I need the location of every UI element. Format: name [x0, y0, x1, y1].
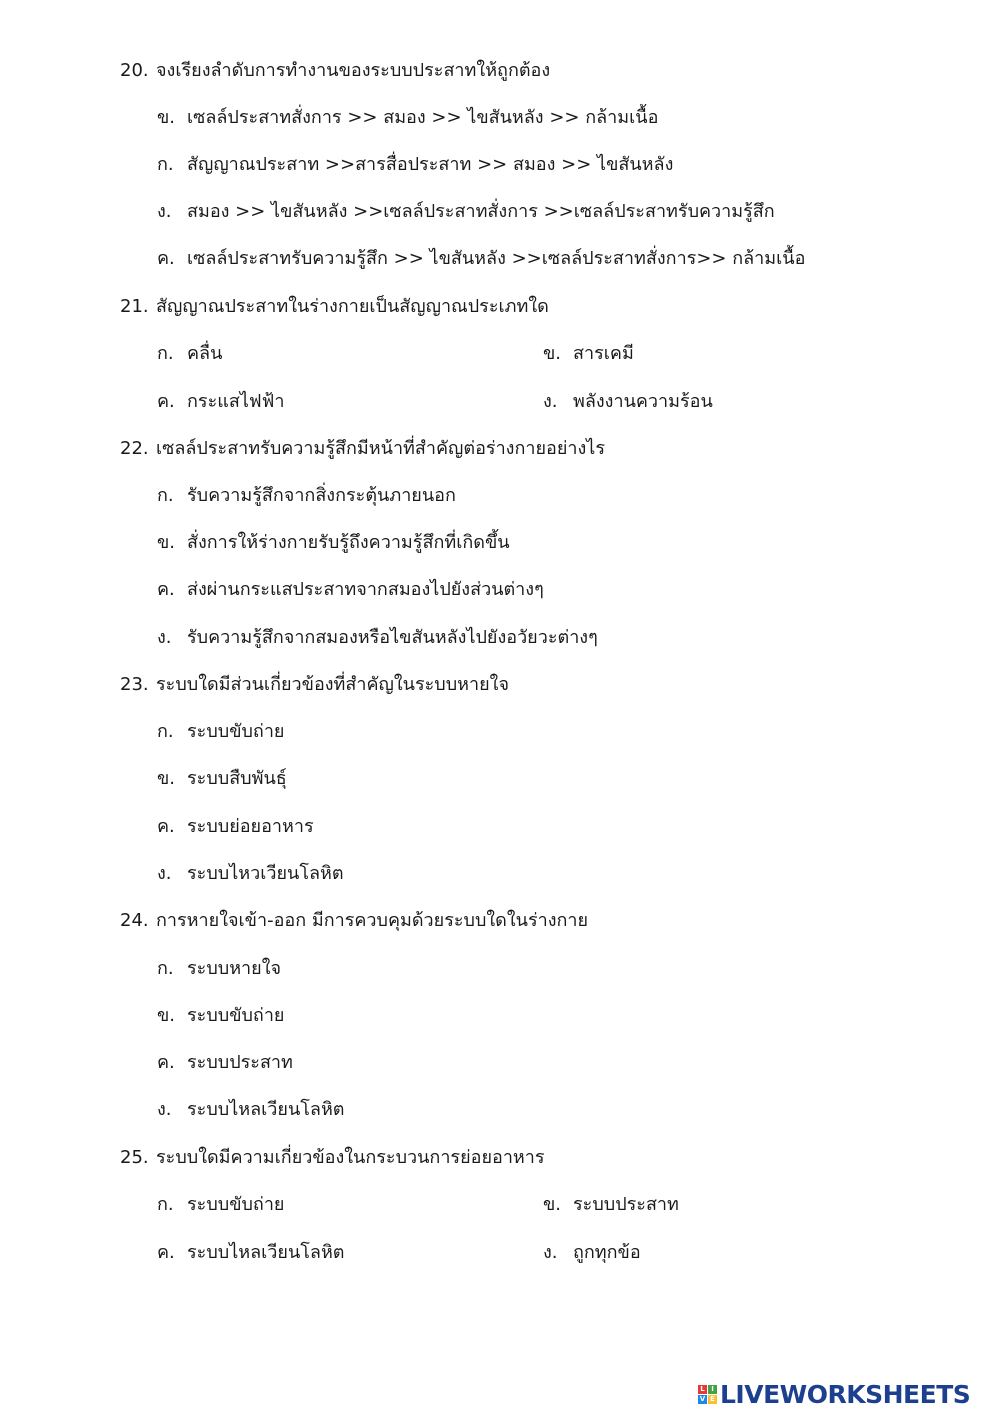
question-text: การหายใจเข้า-ออก มีการควบคุมด้วยระบบใดในร่างกาย: [156, 910, 589, 931]
option-text: ระบบขับถ่าย: [187, 1194, 285, 1215]
option-letter: ก.: [157, 721, 174, 742]
option-22-1[interactable]: [157, 484, 456, 508]
option-text: เซลล์ประสาทสั่งการ >> สมอง >> ไขสันหลัง >> กล้ามเนื้อ: [187, 107, 659, 128]
option-letter: ข.: [543, 1194, 562, 1215]
option-22-2[interactable]: [157, 531, 510, 555]
option-25-4[interactable]: [543, 1241, 641, 1265]
option-letter: ค.: [157, 1052, 175, 1073]
option-letter: ง.: [543, 1242, 558, 1263]
option-22-3[interactable]: [157, 578, 544, 602]
option-text: พลังงานความร้อน: [573, 391, 713, 412]
option-20-1[interactable]: [157, 106, 658, 130]
question-number: 25.: [120, 1147, 149, 1168]
option-text: เซลล์ประสาทรับความรู้สึก >> ไขสันหลัง >>เซลล์ประสาทสั่งการ>> กล้ามเนื้อ: [187, 248, 806, 269]
question-21: [120, 295, 549, 319]
option-text: ระบบหายใจ: [187, 958, 282, 979]
option-letter: ค.: [157, 248, 175, 269]
option-letter: ข.: [157, 107, 176, 128]
question-text: สัญญาณประสาทในร่างกายเป็นสัญญาณประเภทใด: [156, 296, 549, 317]
option-letter: ง.: [543, 391, 558, 412]
option-23-1[interactable]: [157, 720, 284, 744]
option-20-3[interactable]: [157, 200, 775, 224]
logo-mark-v: V: [699, 1394, 706, 1403]
option-text: รับความรู้สึกจากสิ่งกระตุ้นภายนอก: [187, 485, 456, 506]
option-text: ระบบประสาท: [573, 1194, 679, 1215]
question-number: 21.: [120, 296, 149, 317]
option-21-1[interactable]: [157, 342, 222, 366]
option-text: คลื่น: [187, 343, 223, 364]
option-text: รับความรู้สึกจากสมองหรือไขสันหลังไปยังอวัยวะต่างๆ: [187, 627, 598, 648]
option-text: กระแสไฟฟ้า: [187, 391, 285, 412]
option-20-4[interactable]: [157, 247, 805, 271]
option-text: ระบบไหลเวียนโลหิต: [187, 1099, 345, 1120]
question-text: ระบบใดมีส่วนเกี่ยวข้องที่สำคัญในระบบหายใจ: [156, 674, 510, 695]
logo-mark-i: I: [708, 1385, 717, 1394]
option-letter: ค.: [157, 391, 175, 412]
question-text: เซลล์ประสาทรับความรู้สึกมีหน้าที่สำคัญต่อร่างกายอย่างไร: [156, 438, 605, 459]
option-text: สั่งการให้ร่างกายรับรู้ถึงความรู้สึกที่เกิดขึ้น: [187, 532, 510, 553]
option-letter: ก.: [157, 958, 174, 979]
question-number: 23.: [120, 674, 149, 695]
option-letter: ก.: [157, 1194, 174, 1215]
option-text: ระบบขับถ่าย: [187, 1005, 285, 1026]
option-20-2[interactable]: [157, 153, 673, 177]
question-number: 24.: [120, 910, 149, 931]
option-24-2[interactable]: [157, 1004, 284, 1028]
option-letter: ข.: [157, 1005, 176, 1026]
option-24-3[interactable]: [157, 1051, 293, 1075]
option-text: สารเคมี: [573, 343, 634, 364]
option-text: ระบบย่อยอาหาร: [187, 816, 314, 837]
option-25-1[interactable]: [157, 1193, 284, 1217]
option-letter: ก.: [157, 343, 174, 364]
question-text: จงเรียงลำดับการทำงานของระบบประสาทให้ถูกต้อง: [156, 60, 551, 81]
logo-mark-l: L: [698, 1385, 707, 1394]
option-22-4[interactable]: [157, 626, 598, 650]
logo-text: LIVEWORKSHEETS: [720, 1379, 971, 1409]
question-number: 20.: [120, 60, 149, 81]
option-text: ระบบสืบพันธุ์: [187, 768, 287, 789]
question-24: [120, 909, 588, 933]
option-text: สัญญาณประสาท >>สารสื่อประสาท >> สมอง >> ไขสันหลัง: [187, 154, 674, 175]
option-letter: ค.: [157, 1242, 175, 1263]
option-letter: ค.: [157, 579, 175, 600]
option-text: สมอง >> ไขสันหลัง >>เซลล์ประสาทสั่งการ >>เซลล์ประสาทรับความรู้สึก: [187, 201, 775, 222]
option-letter: ก.: [157, 154, 174, 175]
option-letter: ง.: [157, 627, 172, 648]
logo-mark-e: E: [708, 1395, 717, 1404]
question-text: ระบบใดมีความเกี่ยวข้องในกระบวนการย่อยอาหาร: [156, 1147, 545, 1168]
option-23-3[interactable]: [157, 815, 314, 839]
option-23-4[interactable]: [157, 862, 344, 886]
option-letter: ข.: [157, 768, 176, 789]
option-24-4[interactable]: [157, 1098, 345, 1122]
option-25-3[interactable]: [157, 1241, 345, 1265]
option-25-2[interactable]: [543, 1193, 679, 1217]
option-21-4[interactable]: [543, 390, 713, 414]
option-letter: ง.: [157, 1099, 172, 1120]
option-21-3[interactable]: [157, 390, 284, 414]
liveworksheets-logo[interactable]: [698, 1378, 970, 1410]
option-letter: ง.: [157, 201, 172, 222]
option-text: ระบบไหลเวียนโลหิต: [187, 1242, 345, 1263]
option-text: ถูกทุกข้อ: [573, 1242, 641, 1263]
option-23-2[interactable]: [157, 767, 287, 791]
question-23: [120, 673, 509, 697]
option-letter: ง.: [157, 863, 172, 884]
question-22: [120, 437, 605, 461]
option-letter: ค.: [157, 816, 175, 837]
option-letter: ก.: [157, 485, 174, 506]
option-text: ระบบขับถ่าย: [187, 721, 285, 742]
option-text: ระบบไหวเวียนโลหิต: [187, 863, 344, 884]
option-21-2[interactable]: [543, 342, 634, 366]
option-text: ระบบประสาท: [187, 1052, 293, 1073]
logo-mark-icon: [698, 1385, 717, 1404]
option-text: ส่งผ่านกระแสประสาทจากสมองไปยังส่วนต่างๆ: [187, 579, 544, 600]
question-number: 22.: [120, 438, 149, 459]
option-letter: ข.: [157, 532, 176, 553]
option-letter: ข.: [543, 343, 562, 364]
question-20: [120, 59, 550, 83]
option-24-1[interactable]: [157, 957, 281, 981]
question-25: [120, 1146, 545, 1170]
